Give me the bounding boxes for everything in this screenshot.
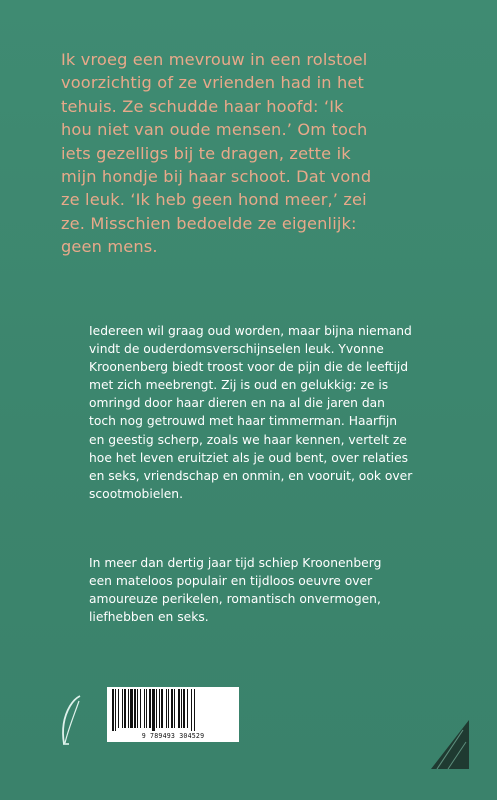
angular-leaf-icon bbox=[430, 718, 470, 770]
barcode-bars bbox=[110, 689, 236, 731]
barcode-number: 9 789493 304529 bbox=[141, 732, 205, 740]
quill-leaf-icon bbox=[58, 694, 84, 746]
blurb-paragraph-1: Iedereen wil graag oud worden, maar bijna niemand vindt de ouderdomsverschijnselen leuk. Yvonne Kroonenberg biedt troost voor de pijn die de leeftijd met zich meebrengt. Zij is oud en gelukkig: ze is omringd door haar dieren en na al die jaren dan toch nog getrouwd met haar timmerman. Haarfijn en geestig scherp, zoals we haar kennen, vertelt ze hoe het leven eruitziet als je oud bent, over relaties en seks, vriendschap en onmin, en vooruit, ook over scootmobielen. bbox=[89, 324, 413, 501]
barcode bbox=[107, 687, 239, 742]
quote-text: Ik vroeg een mevrouw in een rolstoel voorzichtig of ze vrienden had in het tehuis. Ze schudde haar hoofd: ‘Ik hou niet van oude mensen.’ Om toch iets gezelligs bij te dragen, zette ik mijn hondje bij haar schoot. Dat vond ze leuk. ‘Ik heb geen hond meer,’ zei ze. Misschien bedoelde ze eigenlijk: geen mens. bbox=[61, 50, 372, 257]
blurb-paragraph-2: In meer dan dertig jaar tijd schiep Kroonenberg een mateloos populair en tijdloos oeuvre over amoureuze perikelen, romantisch onvermogen, liefhebben en seks. bbox=[89, 556, 382, 625]
